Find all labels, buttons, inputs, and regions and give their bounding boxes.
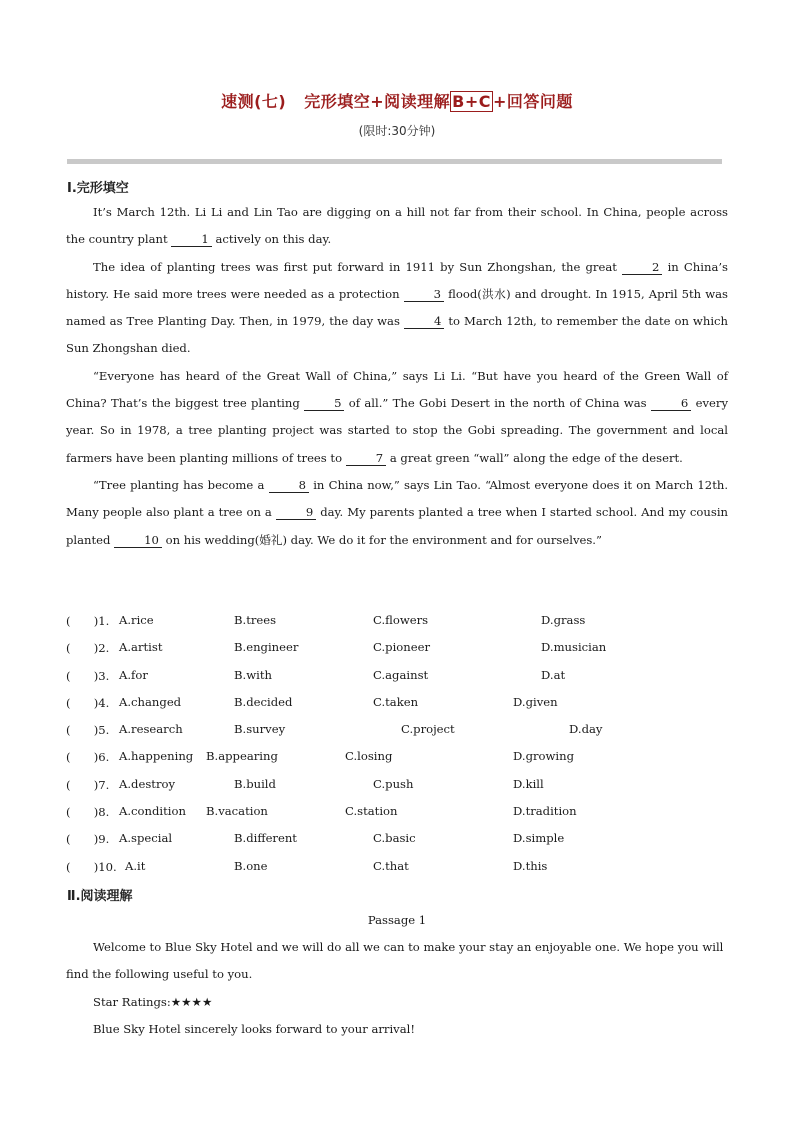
question-row xyxy=(66,798,746,825)
option-b[interactable]: B.appearing xyxy=(206,749,278,764)
option-b[interactable]: B.trees xyxy=(234,613,277,627)
passage-closing: Blue Sky Hotel sincerely looks forward to your arrival! xyxy=(93,1021,415,1036)
option-d[interactable]: D.grass xyxy=(541,613,586,627)
blank-10[interactable]: 10 xyxy=(114,533,162,548)
option-c[interactable]: C.push xyxy=(373,776,414,791)
question-row xyxy=(66,662,746,689)
blank-7[interactable]: 7 xyxy=(346,451,386,466)
reading-passage xyxy=(66,934,728,1043)
option-c[interactable]: C.taken xyxy=(373,694,419,709)
option-c[interactable]: C.basic xyxy=(373,831,416,846)
option-b[interactable]: B.different xyxy=(234,831,297,846)
option-d[interactable]: D.musician xyxy=(541,640,607,655)
option-a[interactable]: A.for xyxy=(119,667,148,682)
cloze-paragraph: “Everyone has heard of the Great Wall of China,” says Li Li. “But have you heard of the Green Wall of China? That’s the biggest tree planting 5 of all.” The Gobi Desert in the north of China was 6 every year. So in 1978, a tree planting project was started to stop the Gobi spreading. The government and local farmers have been planting millions of trees to 7 a great green “wall” along the edge of the desert. xyxy=(66,368,728,465)
question-row xyxy=(66,853,746,880)
option-c[interactable]: C.flowers xyxy=(373,613,429,627)
blank-5[interactable]: 5 xyxy=(304,396,344,411)
blank-6[interactable]: 6 xyxy=(651,396,691,411)
cloze-paragraph: It’s March 12th. Li Li and Lin Tao are digging on a hill not far from their school. In China, people across the country plant 1 actively on this day. xyxy=(66,205,728,247)
option-c[interactable]: C.pioneer xyxy=(373,640,430,655)
option-b[interactable]: B.with xyxy=(234,667,272,682)
option-d[interactable]: D.kill xyxy=(513,776,544,791)
answer-bracket[interactable]: ( )8. xyxy=(66,805,110,820)
question-row xyxy=(66,743,746,770)
title-part-c: +回答问题 xyxy=(492,92,573,111)
blank-9[interactable]: 9 xyxy=(276,505,316,520)
question-row xyxy=(66,689,746,716)
question-row xyxy=(66,716,746,743)
passage-title: Passage 1 xyxy=(367,913,427,927)
answer-bracket[interactable]: ( )6. xyxy=(66,750,110,765)
option-a[interactable]: A.happening xyxy=(119,749,194,764)
star-ratings-label: Star Ratings: xyxy=(93,994,171,1009)
option-d[interactable]: D.at xyxy=(541,667,566,682)
option-c[interactable]: C.that xyxy=(373,858,409,873)
time-limit: (限时:30分钟) xyxy=(358,124,436,138)
cloze-paragraph: “Tree planting has become a 8 in China now,” says Lin Tao. “Almost everyone does it on March 12th. Many people also plant a tree on a 9 day. My parents planted a tree when I started school. And my cousin planted 10 on his wedding(婚礼) day. We do it for the environment and for ourselves.” xyxy=(66,477,728,547)
option-b[interactable]: B.vacation xyxy=(206,804,268,819)
option-c[interactable]: C.station xyxy=(345,804,398,819)
blank-4[interactable]: 4 xyxy=(404,314,444,329)
option-b[interactable]: B.engineer xyxy=(234,640,299,655)
answer-bracket[interactable]: ( )5. xyxy=(66,723,110,738)
option-a[interactable]: A.artist xyxy=(119,640,163,655)
section-heading-cloze: Ⅰ.完形填空 xyxy=(67,181,129,196)
answer-bracket[interactable]: ( )7. xyxy=(66,777,110,792)
option-c[interactable]: C.project xyxy=(401,722,455,737)
option-d[interactable]: D.simple xyxy=(513,831,565,846)
answer-bracket[interactable]: ( )4. xyxy=(66,695,110,710)
option-b[interactable]: B.build xyxy=(234,776,276,791)
option-a[interactable]: A.it xyxy=(125,858,146,873)
cloze-passage xyxy=(66,199,728,554)
blank-3[interactable]: 3 xyxy=(404,287,444,302)
option-c[interactable]: C.against xyxy=(373,667,429,682)
option-d[interactable]: D.this xyxy=(513,858,548,873)
title-part-a: 速测(七) xyxy=(221,92,287,111)
star-icons: ★★★★ xyxy=(170,994,213,1009)
page-title xyxy=(0,89,794,112)
option-c[interactable]: C.losing xyxy=(345,749,393,764)
blank-8[interactable]: 8 xyxy=(269,478,309,493)
passage-intro: Welcome to Blue Sky Hotel and we will do all we can to make your stay an enjoyable one. We hope you will find the following useful to you. xyxy=(66,940,724,982)
option-a[interactable]: A.rice xyxy=(119,613,154,627)
answer-bracket[interactable]: ( )2. xyxy=(66,641,110,656)
star-ratings-line xyxy=(66,989,728,1016)
options-list xyxy=(66,607,746,880)
option-a[interactable]: A.special xyxy=(119,831,173,846)
option-a[interactable]: A.changed xyxy=(119,694,182,709)
option-b[interactable]: B.decided xyxy=(234,694,293,709)
title-part-b: 完形填空+阅读理解 xyxy=(304,92,451,111)
answer-bracket[interactable]: ( )3. xyxy=(66,668,110,683)
question-row xyxy=(66,607,746,634)
option-d[interactable]: D.day xyxy=(569,722,603,737)
question-row xyxy=(66,825,746,852)
option-a[interactable]: A.destroy xyxy=(119,776,176,791)
answer-bracket[interactable]: ( )10. xyxy=(66,859,117,874)
option-d[interactable]: D.given xyxy=(513,694,558,709)
answer-bracket[interactable]: ( )9. xyxy=(66,832,110,847)
option-a[interactable]: A.condition xyxy=(119,804,186,819)
section-heading-reading: Ⅱ.阅读理解 xyxy=(67,889,133,904)
blank-2[interactable]: 2 xyxy=(622,260,662,275)
title-divider xyxy=(67,159,722,164)
title-boxed-part: B+C xyxy=(452,92,491,111)
question-row xyxy=(66,634,746,661)
cloze-paragraph: The idea of planting trees was first put forward in 1911 by Sun Zhongshan, the great 2 in China’s history. He said more trees were needed as a protection 3 flood(洪水) and drought. In 1915, April 5th was named as Tree Planting Day. Then, in 1979, the day was 4 to March 12th, to remember the date on which Sun Zhongshan died. xyxy=(66,259,728,356)
answer-bracket[interactable]: ( )1. xyxy=(66,614,110,628)
question-row xyxy=(66,771,746,798)
option-d[interactable]: D.tradition xyxy=(513,804,577,819)
option-b[interactable]: B.survey xyxy=(234,722,286,737)
option-d[interactable]: D.growing xyxy=(513,749,575,764)
option-a[interactable]: A.research xyxy=(119,722,183,737)
option-b[interactable]: B.one xyxy=(234,858,268,873)
blank-1[interactable]: 1 xyxy=(171,232,211,247)
